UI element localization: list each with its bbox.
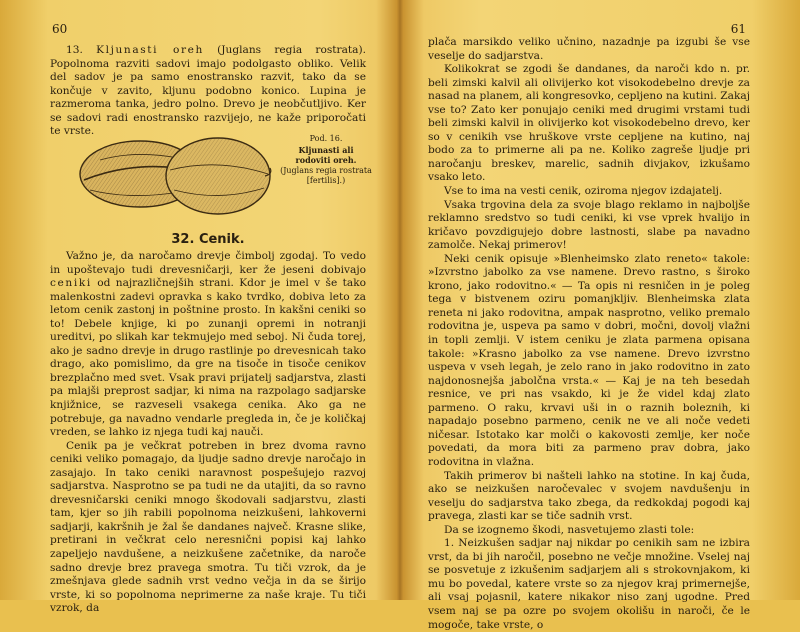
paragraph: Neki cenik opisuje »Blenheimsko zlato reneto« takole: »Izvrstno jabolko za vse namene. Drevo rastno, s široko krono, jako rodovitno.« — Ta opis ni resničen in je poleg tega v bistvenem oziru pomanjkljiv. Blenheimska zlata reneta ni jako rodovitna, ampak nasprotno, veliko premalo rodovitna je, uspeva pa samo v dobri, močni, dovolj vlažni in topli zemlji. V istem ceniku je zlata parmena opisana takole: »Krasno jabolko za vse namene. Drevo izvrstno uspeva v vseh legah, je zelo rano in jako rodovitno in zato najdonosnejša jabolčna vrsta.« — Kaj je na teh besedah resnice, ve pri nas vsakdo, ki je že videl kdaj zlato parmeno. O raku, krvavi uši in o raznih boleznih, ki napadajo posebno parmeno, cenik ne ve ali noče vedeti ničesar. Istotako kar molči o kakovosti zemlje, ker noče povedati, da mora biti za parmeno prav dobra, jako rodovitna in vlažna. <box>428 252 750 468</box>
paragraph: Kolikokrat se zgodi še dandanes, da naroči kdo n. pr. beli zimski kalvil ali olivijerko kot visokodebelno drevje za nasad na planem, ali kongresovko, cepljeno na kutini. Zakaj vse to? Zato ker ponujajo ceniki med drugimi vrstami tudi beli zimski kalvil in olivijerko kot visokodebelno drevo, ker so v cenikih vse hruškove vrste cepljene na kutino, naj bodo za to primerne ali pa ne. Koliko zagreše ljudje pri naročanju breskev, marelic, sadnih divjakov, izkušamo vsako leto. <box>428 63 750 184</box>
paragraph-text: od najrazličnejših strani. Kdor je imel v še tako malenkostni zadevi opravka s kako tvrdko, dobiva leto za letom cenik zastonj in poštnine prosto. In kakšni ceniki so to! Debele knjige, ki po zunanji opremi in notranji ureditvi, po slikah kar tekmujejo med seboj. Ni čuda torej, ako je sadno drevje in drugo rastlinje po drevesnicah tako drago, ako pomislimo, da gre na tisoče in tisoče cenikov brezplačno med svet. Vsak pravi prijatelj sadjarstva, zlasti pa mlajši preprost sadjar, ki nima na razpolago sadjarske knjižnice, se razveseli vsakega cenika. Ako ga ne potrebuje, ga navadno vendarle pregleda in, če je količkaj vreden, se lahko iz njega tudi kaj nauči. <box>50 277 366 439</box>
page-number: 61 <box>730 22 746 36</box>
section-body <box>50 250 366 616</box>
paragraph: Vse to ima na vesti cenik, oziroma njegov izdajatelj. <box>444 185 723 198</box>
paragraph: Da se izognemo škodi, nasvetujemo zlasti tole: <box>444 523 695 536</box>
section-heading: 32. Cenik. <box>171 232 245 247</box>
figure-caption-title: Pod. 16. <box>309 134 343 143</box>
paragraph: plača marsikdo veliko učnino, nazadnje pa izgubi še vse veselje do sadjarstva. <box>428 36 750 62</box>
item-number: 13. <box>66 44 97 56</box>
figure-caption <box>280 134 372 187</box>
right-page <box>408 0 800 631</box>
figure-caption-line1: Kljunasti ali rodoviti oreh. <box>295 144 357 165</box>
variety-description: (Juglans regia rostrata). Popolnoma razviti sadovi imajo podolgasto obliko. Velik del sadov je pa samo enostransko razvit, tako da se končuje v zavito, kljunu podobno konico. Lupina je razmeroma tanka, jedro polno. Drevo je neobčutljivo. Ker se sadovi radi enostransko razvijejo, ne kaže priporočati te vrste. <box>50 44 366 138</box>
paragraph: Takih primerov bi našteli lahko na stotine. In kaj čuda, ako se neizkušen naročevalec v svojem navdušenju in veselju do sadjarstva tako zbega, da redkokdaj pogodi kaj pravega, zlasti kar se tiče sadnih vrst. <box>428 469 750 523</box>
list-item: 1. Neizkušen sadjar naj nikdar po cenikih sam ne izbira vrst, da bi jih naročil, posebno ne večje množine. Vselej naj se posvetuje z izkušenim sadjarjem ali s strokovnjakom, ki mu bo povedal, katere vrste so za njegov kraj primernejše, ali vsaj pojasnil, katere nikakor niso zanj ugodne. Pred vsem naj se pa ozre po svojem okolišu in naroči, če le mogoče, take vrste, o <box>428 537 750 631</box>
emphasized-word: ceniki <box>50 277 92 290</box>
walnut-description <box>50 44 366 139</box>
page-number: 60 <box>52 22 68 36</box>
section-body-continued <box>428 36 750 632</box>
left-page <box>0 0 392 615</box>
walnut-right-image <box>166 138 271 214</box>
variety-name: Kljunasti oreh <box>96 44 204 56</box>
paragraph: Cenik pa je večkrat potreben in brez dvoma ravno ceniki veliko pomagajo, da ljudje sadno drevje naročajo in zasajajo. In tako ceniki naravnost pospešujejo razvoj sadjarstva. Nasprotno se pa tudi ne da utajiti, da so ravno drevesničarski ceniki mnogo škodovali sadjarstvu, zlasti tam, kjer so jih rabili popolnoma neizkušeni, lahkoverni sadjarji, kakršnih je žal še dandanes največ. Krasne slike, pretirani in večkrat celo neresnični popisi kaj lahko zapeljejo navdušene, a neizkušene začetnike, da naroče sadno drevje brez pravega smotra. Tu tiči vzrok, da je zmešnjava glede sadnih vrst vedno večja in da se širijo vrste, ki so popolnoma neprimerne za naše kraje. Tu tiči vzrok, da <box>50 439 366 615</box>
paragraph-text: Važno je, da naročamo drevje čimbolj zgodaj. To vedo in upoštevajo tudi drevesničarji, ker že jeseni dobivajo <box>50 250 366 276</box>
figure-caption-line2: (Juglans regia rostrata [fertilis].) <box>280 165 372 185</box>
paragraph <box>50 250 366 440</box>
paragraph: Vsaka trgovina dela za svoje blago reklamo in najboljše reklamno sredstvo so tudi ceniki, ki vse vprek hvalijo in kričavo povzdigujejo dobre lastnosti, slabe pa navadno zamolče. Nekaj primerov! <box>428 198 750 252</box>
